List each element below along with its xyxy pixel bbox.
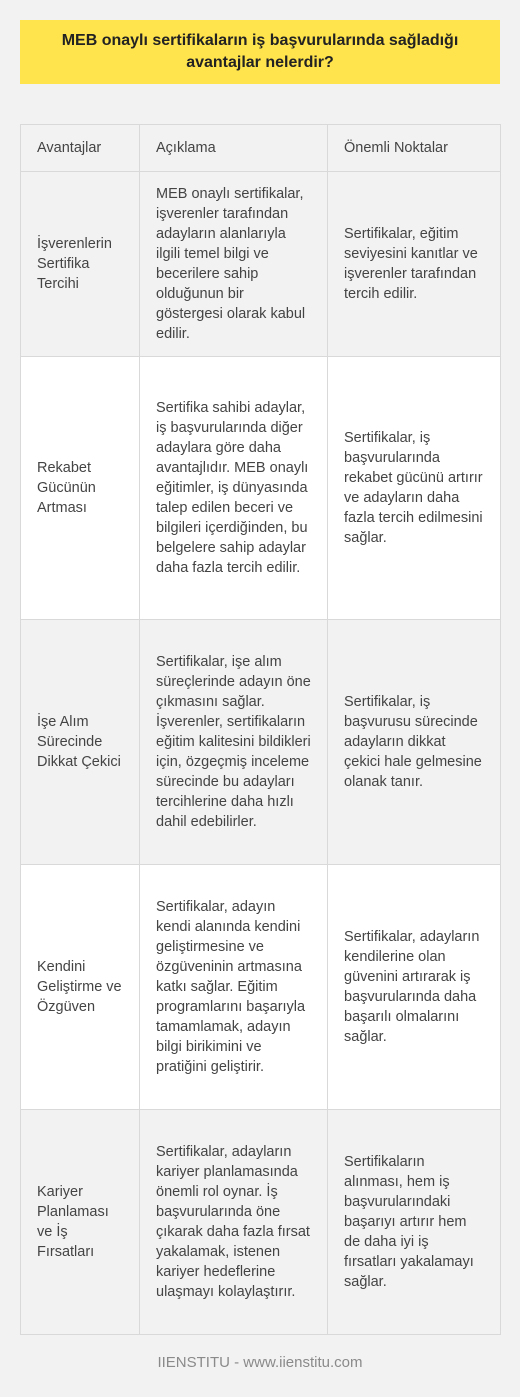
notes-cell: Sertifikalar, eğitim seviyesini kanıtlar ve işverenler tarafından tercih edilir. <box>328 172 501 357</box>
advantage-cell: Kendini Geliştirme ve Özgüven <box>21 865 140 1110</box>
notes-cell: Sertifikalar, iş başvurularında rekabet gücünü artırır ve adayların daha fazla tercih edilmesini sağlar. <box>328 357 501 620</box>
advantage-cell: İşverenlerin Sertifika Tercihi <box>21 172 140 357</box>
notes-cell: Sertifikaların alınması, hem iş başvurularındaki başarıyı artırır hem de daha iyi iş fırsatları yakalamayı sağlar. <box>328 1110 501 1335</box>
table-header-row <box>21 125 501 172</box>
header-description: Açıklama <box>140 125 328 172</box>
description-cell: Sertifikalar, adayların kariyer planlamasında önemli rol oynar. İş başvurularında öne çıkarak daha fazla fırsat yakalamak, istenen kariyer hedeflerine ulaşmayı kolaylaştırır. <box>140 1110 328 1335</box>
header-notes: Önemli Noktalar <box>328 125 501 172</box>
advantages-table-container <box>20 124 500 1335</box>
table-row <box>21 865 501 1110</box>
advantage-cell: İşe Alım Sürecinde Dikkat Çekici <box>21 620 140 865</box>
advantage-cell: Kariyer Planlaması ve İş Fırsatları <box>21 1110 140 1335</box>
page-title: MEB onaylı sertifikaların iş başvurularında sağladığı avantajlar nelerdir? <box>61 32 459 71</box>
description-cell: MEB onaylı sertifikalar, işverenler tarafından adayların alanlarıyla ilgili temel bilgi ve becerilere sahip olduğunun bir göstergesi olarak kabul edilir. <box>140 172 328 357</box>
notes-cell: Sertifikalar, iş başvurusu sürecinde adayların dikkat çekici hale gelmesine olanak tanır. <box>328 620 501 865</box>
description-cell: Sertifikalar, işe alım süreçlerinde adayın öne çıkmasını sağlar. İşverenler, sertifikaların eğitim kalitesini bildikleri için, özgeçmiş inceleme sürecinde bu adayları tercihlerine daha hızlı dahil edebilirler. <box>140 620 328 865</box>
title-banner <box>20 20 500 84</box>
description-cell: Sertifikalar, adayın kendi alanında kendini geliştirmesine ve özgüveninin artmasına katkı sağlar. Eğitim programlarını başarıyla tamamlamak, adayın bilgi birikimini ve pratiğini geliştirir. <box>140 865 328 1110</box>
notes-cell: Sertifikalar, adayların kendilerine olan güvenini artırarak iş başvurularında daha başarılı olmalarını sağlar. <box>328 865 501 1110</box>
advantages-table <box>20 124 501 1335</box>
table-row <box>21 1110 501 1335</box>
description-cell: Sertifika sahibi adaylar, iş başvurularında diğer adaylara göre daha avantajlıdır. MEB onaylı eğitimler, iş dünyasında talep edilen beceri ve bilgileri içerdiğinden, bu belgelere sahip adaylar daha fazla tercih edilir. <box>140 357 328 620</box>
table-row <box>21 172 501 357</box>
advantage-cell: Rekabet Gücünün Artması <box>21 357 140 620</box>
header-advantages: Avantajlar <box>21 125 140 172</box>
table-row <box>21 620 501 865</box>
footer-credit: IIENSTITU - www.iienstitu.com <box>157 1354 363 1371</box>
table-row <box>21 357 501 620</box>
